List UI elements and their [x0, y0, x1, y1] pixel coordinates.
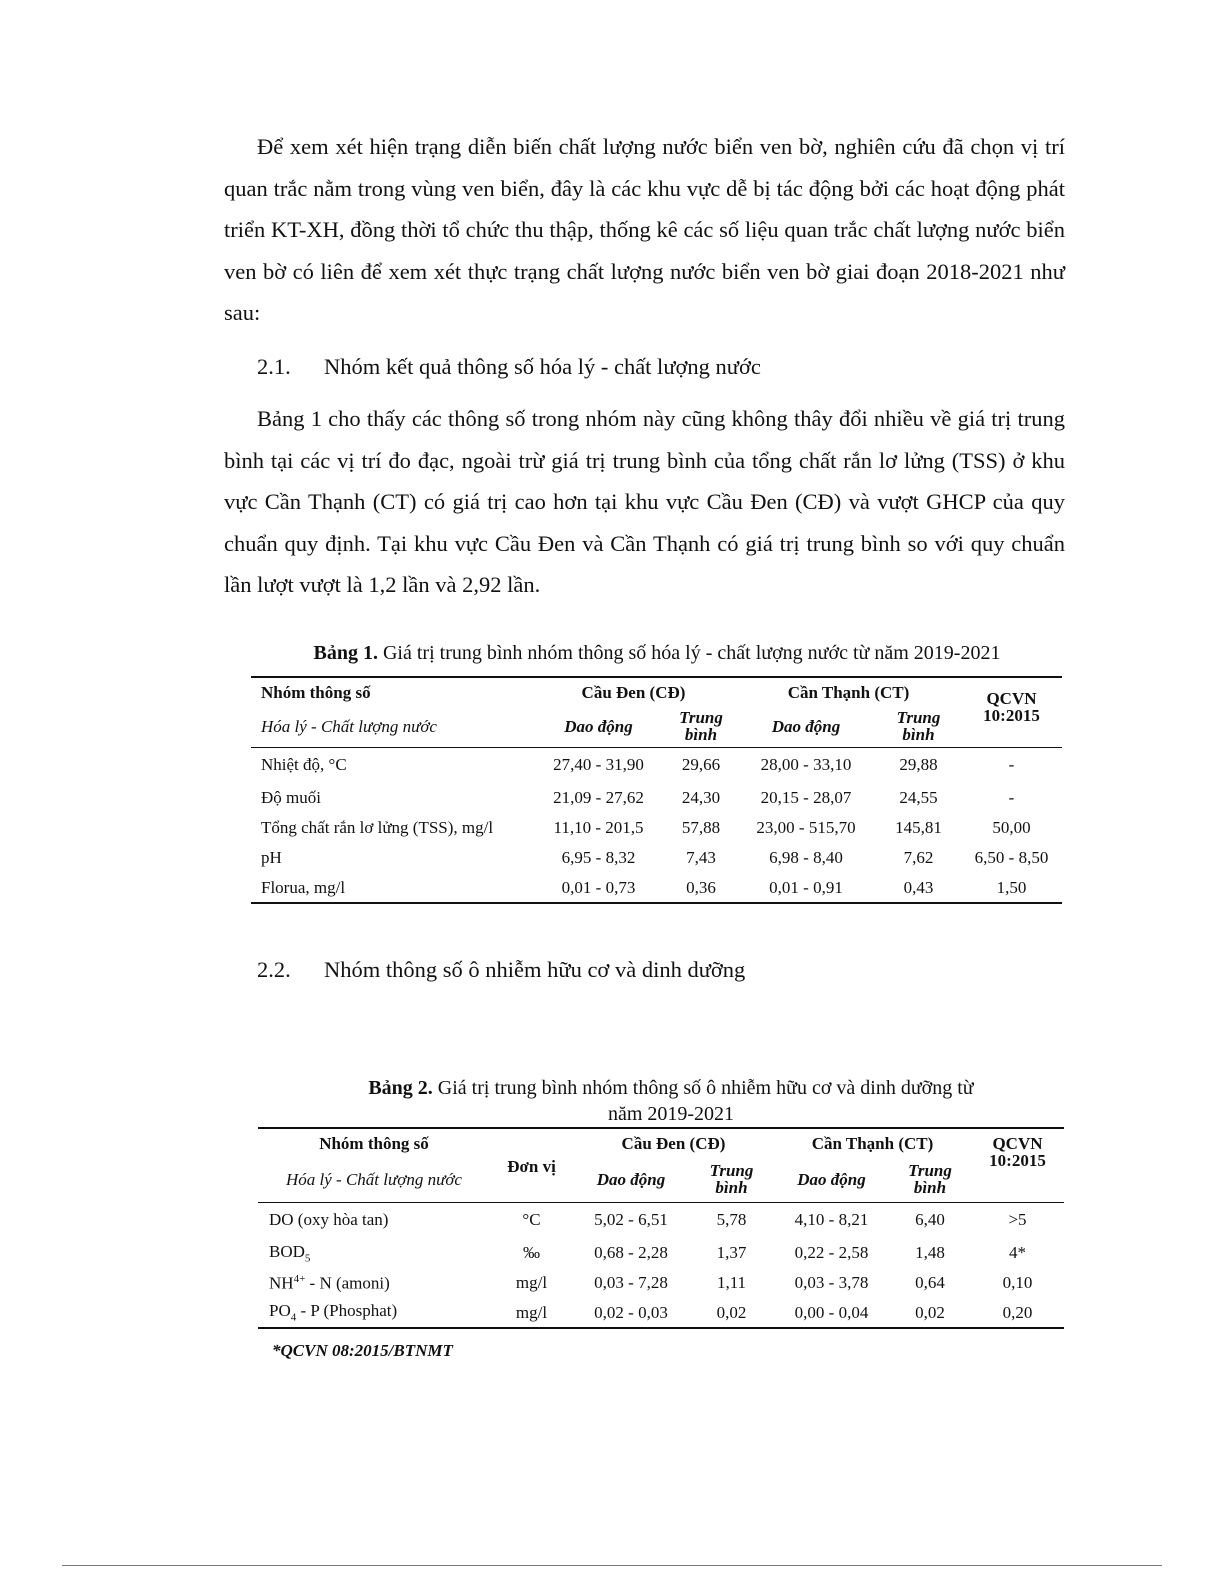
ct-avg-cell: 145,81: [895, 818, 942, 837]
ct-avg-cell: 0,43: [876, 873, 961, 903]
param-cell: [258, 1238, 490, 1268]
standard-cell: 1,50: [961, 873, 1062, 903]
param-cell: [258, 1268, 490, 1298]
table-2-caption: [258, 1075, 1084, 1127]
ct-range-cell: 4,10 - 8,21: [794, 1210, 869, 1230]
avg-line2: bình: [902, 724, 935, 744]
table-2-header-cd-avg: [689, 1158, 774, 1202]
ct-range-cell: 20,15 - 28,07: [760, 788, 852, 807]
ct-avg-cell: 6,40: [915, 1210, 945, 1230]
avg-line1: Trung: [679, 707, 723, 727]
table-row: [251, 843, 1062, 873]
ct-avg-cell: 29,88: [899, 755, 938, 775]
intro-paragraph: Để xem xét hiện trạng diễn biến chất lượng nước biển ven bờ, nghiên cứu đã chọn vị trí quan trắc nằm trong vùng ven biển, đây là các khu vực dễ bị tác động bởi các hoạt động phát triển KT-XH, đồng thời tổ chức thu thập, thống kê các số liệu quan trắc chất lượng nước biển ven bờ có liên để xem xét thực trạng chất lượng nước biển ven bờ giai đoạn 2018-2021 như sau:: [224, 134, 1065, 325]
cd-range-cell: 0,03 - 7,28: [594, 1273, 668, 1292]
table-2-header-unit: Đơn vị: [490, 1128, 573, 1202]
cd-range-cell: 27,40 - 31,90: [553, 755, 644, 775]
standard-cell: 0,20: [971, 1298, 1064, 1328]
cd-avg-cell: 7,43: [686, 848, 716, 867]
table-1-header-site-cd: Cầu Đen (CĐ): [531, 677, 736, 707]
ct-range-cell: 6,98 - 8,40: [769, 848, 843, 867]
param-cell: Florua, mg/l: [251, 873, 531, 903]
table-1-caption-text: Giá trị trung bình nhóm thông số hóa lý - chất lượng nước từ năm 2019-2021: [377, 642, 1001, 664]
param-rest: - N (amoni): [305, 1273, 390, 1293]
standard-line1: QCVN: [986, 689, 1037, 708]
table-2-header-site-ct: Cần Thạnh (CT): [774, 1128, 971, 1158]
table-row: [258, 1298, 1064, 1328]
param-subscript: 4: [290, 1311, 297, 1324]
table-row: [251, 783, 1062, 813]
param-cell: [258, 1298, 490, 1328]
table-2-header-standard: [971, 1128, 1064, 1202]
table-2: [258, 1127, 1064, 1329]
cd-range-cell: 6,95 - 8,32: [561, 848, 636, 867]
param-main: BOD: [269, 1241, 305, 1261]
ct-avg-cell: 0,64: [915, 1273, 945, 1292]
section-title: Nhóm thông số ô nhiễm hữu cơ và dinh dưỡng: [324, 957, 746, 982]
standard-cell: 4*: [1009, 1243, 1026, 1262]
standard-line1: QCVN: [992, 1134, 1043, 1153]
table-2-footnote: *QCVN 08:2015/BTNMT: [272, 1341, 453, 1360]
unit-cell: mg/l: [490, 1298, 573, 1328]
table-1-header-ct-range: Dao động: [736, 707, 876, 747]
table-row: [258, 1202, 1064, 1238]
param-main: PO: [269, 1301, 291, 1321]
table-row: [251, 747, 1062, 783]
param-cell: Độ muối: [261, 788, 321, 807]
table-row: [251, 873, 1062, 903]
unit-cell: mg/l: [515, 1273, 548, 1292]
table-1-caption: [224, 640, 1090, 666]
cd-avg-cell: 5,78: [716, 1210, 747, 1230]
section-1-paragraph: Bảng 1 cho thấy các thông số trong nhóm này cũng không thây đổi nhiều về giá trị trung bình tại các vị trí đo đạc, ngoài trừ giá trị trung bình của tổng chất rắn lơ lửng (TSS) ở khu vực Cần Thạnh (CT) có giá trị cao hơn tại khu vực Cầu Đen (CĐ) và vượt GHCP của quy chuẩn quy định. Tại khu vực Cầu Đen và Cần Thạnh có giá trị trung bình so với quy chuẩn lần lượt vượt là 1,2 lần và 2,92 lần.: [224, 406, 1065, 597]
table-1-body: [251, 747, 1062, 903]
unit-cell: °C: [522, 1210, 541, 1230]
table-row: [258, 1268, 1064, 1298]
cd-avg-cell: 57,88: [681, 818, 721, 837]
param-main: NH: [269, 1273, 294, 1293]
table-2-header-ct-range: Dao động: [774, 1158, 889, 1202]
table-2-header-group-sub: Hóa lý - Chất lượng nước: [258, 1158, 490, 1202]
cd-range-cell: 5,02 - 6,51: [594, 1210, 668, 1230]
table-1-header-group-sub: Hóa lý - Chất lượng nước: [251, 707, 531, 747]
table-1-header-cd-avg: [666, 707, 736, 747]
ct-avg-cell: 7,62: [903, 848, 934, 867]
section-heading-2-1: [257, 352, 761, 382]
ct-avg-cell: 24,55: [899, 788, 938, 807]
table-2-header-site-cd: Cầu Đen (CĐ): [573, 1128, 774, 1158]
standard-line2: 10:2015: [983, 706, 1040, 725]
standard-line2: 10:2015: [989, 1151, 1046, 1170]
table-row: [251, 813, 1062, 843]
cd-avg-cell: 1,37: [716, 1243, 747, 1262]
table-1: [251, 676, 1062, 904]
table-2-header-cd-range: Dao động: [573, 1158, 689, 1202]
ct-range-cell: 23,00 - 515,70: [756, 818, 856, 837]
section-number: 2.2.: [257, 957, 291, 982]
standard-cell: -: [1008, 788, 1015, 807]
standard-cell: -: [1008, 755, 1015, 775]
table-1-header-ct-avg: [876, 707, 961, 747]
avg-line1: Trung: [908, 1160, 952, 1180]
cd-range-cell: 21,09 - 27,62: [553, 788, 644, 807]
table-1-header-site-ct: Cần Thạnh (CT): [736, 677, 961, 707]
table-1-header-group: Nhóm thông số: [251, 677, 531, 707]
param-main: DO (oxy hòa tan): [269, 1210, 389, 1230]
standard-cell: >5: [1008, 1210, 1027, 1230]
table-2-body: [258, 1202, 1064, 1328]
cd-avg-cell: 24,30: [681, 788, 721, 807]
table-2-caption-text-line1: Giá trị trung bình nhóm thông số ô nhiễm hữu cơ và dinh dưỡng từ: [432, 1077, 974, 1099]
param-cell: Nhiệt độ, °C: [261, 755, 347, 775]
avg-line2: bình: [715, 1177, 748, 1197]
table-row: [258, 1238, 1064, 1268]
param-cell: Tổng chất rắn lơ lửng (TSS), mg/l: [261, 818, 494, 837]
table-1-header-cd-range: Dao động: [531, 707, 666, 747]
ct-range-cell: 0,03 - 3,78: [794, 1273, 869, 1292]
cd-avg-cell: 29,66: [681, 755, 721, 775]
page-bottom-divider: [62, 1565, 1162, 1566]
ct-range-cell: 0,22 - 2,58: [794, 1243, 869, 1262]
param-superscript: 4+: [293, 1272, 306, 1285]
cd-range-cell: 11,10 - 201,5: [553, 818, 644, 837]
avg-line2: bình: [684, 724, 718, 744]
table-1-caption-label: Bảng 1.: [313, 642, 378, 664]
avg-line1: Trung: [709, 1160, 754, 1180]
section-heading-2-2: [257, 955, 745, 985]
standard-cell: 6,50 - 8,50: [974, 848, 1049, 867]
param-cell: [258, 1202, 490, 1238]
param-subscript: 5: [304, 1252, 311, 1265]
avg-line1: Trung: [896, 707, 941, 727]
ct-avg-cell: 0,02: [889, 1298, 971, 1328]
table-2-header-ct-avg: [889, 1158, 971, 1202]
standard-cell: 0,10: [1002, 1273, 1033, 1292]
param-rest: - P (Phosphat): [296, 1301, 398, 1321]
standard-cell: 50,00: [992, 818, 1031, 837]
cd-avg-cell: 0,02: [689, 1298, 774, 1328]
param-cell: pH: [261, 848, 282, 867]
table-2-caption-label: Bảng 2.: [368, 1077, 433, 1099]
cd-range-cell: 0,01 - 0,73: [531, 873, 666, 903]
cd-avg-cell: 0,36: [666, 873, 736, 903]
cd-range-cell: 0,02 - 0,03: [573, 1298, 689, 1328]
ct-range-cell: 0,00 - 0,04: [774, 1298, 889, 1328]
ct-avg-cell: 1,48: [915, 1243, 945, 1262]
table-2-header-group: Nhóm thông số: [258, 1128, 490, 1158]
section-title: Nhóm kết quả thông số hóa lý - chất lượng nước: [324, 354, 761, 379]
section-number: 2.1.: [257, 354, 291, 379]
ct-range-cell: 28,00 - 33,10: [760, 755, 852, 775]
ct-range-cell: 0,01 - 0,91: [736, 873, 876, 903]
avg-line2: bình: [913, 1177, 947, 1197]
table-2-caption-text-line2: năm 2019-2021: [607, 1103, 735, 1125]
cd-range-cell: 0,68 - 2,28: [594, 1243, 668, 1262]
cd-avg-cell: 1,11: [716, 1273, 747, 1292]
table-1-header-standard: [961, 677, 1062, 747]
unit-cell: ‰: [523, 1243, 540, 1262]
